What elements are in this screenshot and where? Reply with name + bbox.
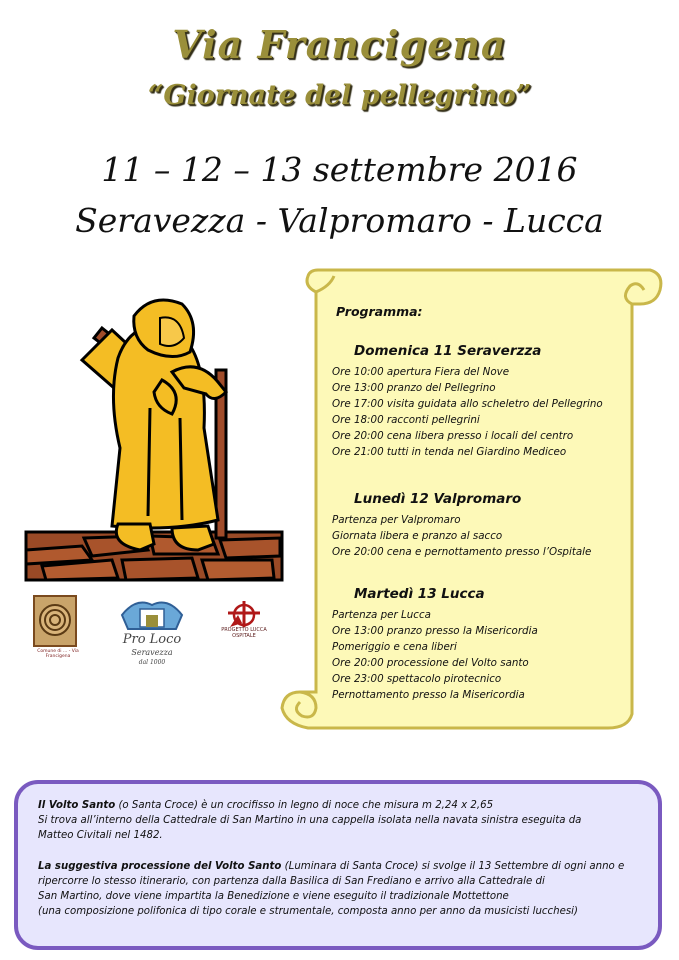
info-line: Matteo Civitali nel 1482. — [38, 830, 163, 842]
info-span: (Luminara di Santa Croce) si svolge il 13 Settembre di ogni anno e — [281, 860, 625, 872]
program-list — [332, 304, 652, 703]
program-heading: Programma: — [336, 304, 423, 319]
info-line: ripercorre lo stesso itinerario, con partenza dalla Basilica di San Frediano e arrivo alla Cattedrale di — [38, 875, 545, 887]
event-towns: Seravezza - Valpromaro - Lucca — [75, 201, 604, 240]
sponsor-logos — [28, 595, 278, 665]
pro-loco-logo — [116, 595, 188, 667]
list-item: Ore 18:00 racconti pellegrini — [332, 414, 480, 427]
event-dates: 11 – 12 – 13 settembre 2016 — [101, 150, 578, 189]
info-line: Si trova all’interno della Cattedrale di San Martino in una cappella isolata nella navata sinistra eseguita da — [38, 815, 582, 827]
list-item: Ore 20:00 processione del Volto santo — [332, 657, 529, 670]
list-item: Partenza per Valpromaro — [332, 513, 461, 526]
lucca-ospitale-caption: PROGETTO LUCCA OSPITALE — [221, 627, 267, 639]
list-item: Ore 21:00 tutti in tenda nel Giardino Mediceo — [332, 446, 567, 459]
list-item: Pomeriggio e cena liberi — [332, 641, 457, 654]
pilgrim-illustration — [22, 288, 284, 588]
list-item: Giornata libera e pranzo al sacco — [332, 529, 503, 542]
list-item: Ore 20:00 cena e pernottamento presso l’Ospitale — [332, 545, 592, 558]
info-text — [38, 798, 648, 919]
list-item: Ore 23:00 spettacolo pirotecnico — [332, 673, 502, 686]
day-title-monday: Lunedì 12 Valpromaro — [354, 490, 522, 507]
pro-loco-year: dal 1000 — [138, 659, 166, 666]
comune-logo-caption: Comune di ... - Via Francigena — [37, 649, 79, 659]
day-title-tuesday: Martedì 13 Lucca — [354, 585, 485, 602]
list-item: Ore 10:00 apertura Fiera del Nove — [332, 366, 510, 378]
info-line: (una composizione polifonica di tipo corale e strumentale, composta anno per anno da musicisti lucchesi) — [38, 906, 578, 918]
day-title-sunday: Domenica 11 Seraverzza — [354, 343, 542, 359]
list-item: Pernottamento presso la Misericordia — [332, 689, 525, 702]
info-line: San Martino, dove viene impartita la Benedizione e viene eseguito il tradizionale Mottettone — [38, 891, 509, 903]
pro-loco-town: Seravezza — [131, 648, 173, 657]
list-item: Ore 20:00 cena libera presso i locali del centro — [332, 430, 574, 443]
list-item: Ore 13:00 pranzo presso la Misericordia — [332, 624, 538, 637]
poster-title: Via Francigena — [172, 22, 507, 67]
poster-subtitle: “Giornate del pellegrino” — [147, 80, 532, 111]
info-line — [38, 798, 648, 813]
info-span: (o Santa Croce) è un crocifisso in legno di noce che misura m 2,24 x 2,65 — [115, 800, 494, 811]
list-item: Ore 17:00 visita guidata allo scheletro del Pellegrino — [332, 398, 603, 411]
info-line — [38, 859, 648, 874]
info-bold: Il Volto Santo — [38, 800, 116, 811]
info-box — [14, 780, 662, 950]
comune-logo — [33, 595, 77, 647]
info-bold: La suggestiva processione del Volto Santo — [38, 860, 282, 872]
pro-loco-name: Pro Loco — [122, 632, 182, 647]
list-item: Partenza per Lucca — [332, 608, 431, 621]
list-item: Ore 13:00 pranzo del Pellegrino — [332, 382, 496, 395]
